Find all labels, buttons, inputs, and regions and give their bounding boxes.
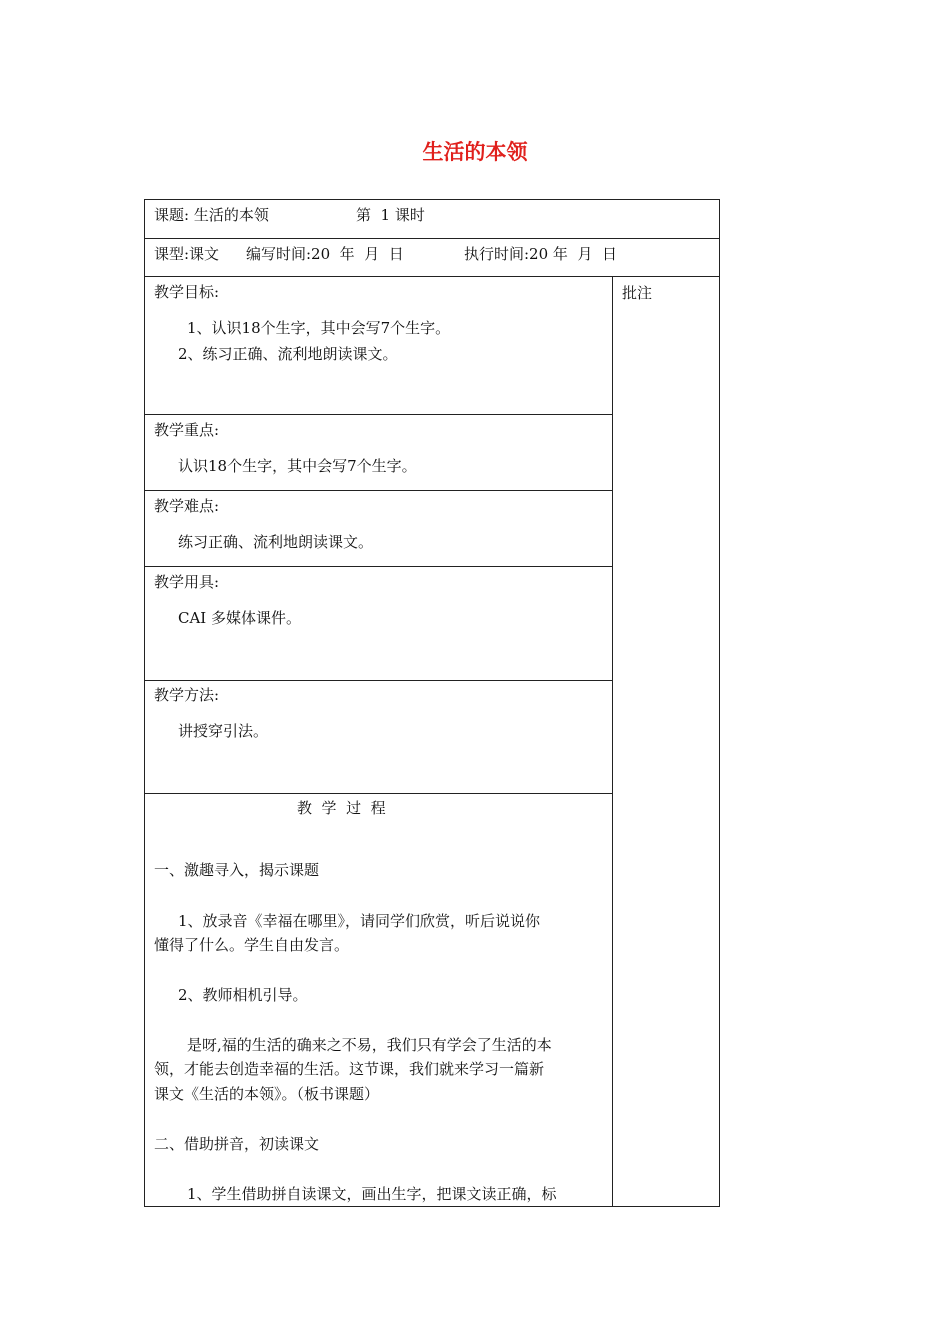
write-time-text: 编写时间:20 年 月 日: [246, 245, 404, 263]
difficulties-heading: 教学难点:: [154, 497, 220, 515]
section-difficulties: [144, 490, 613, 567]
section-goals: [144, 276, 613, 415]
period-text: 第 1 课时: [356, 206, 425, 224]
lesson-type-text: 课型:课文: [154, 245, 220, 263]
process-s1-p1-line1: 1、放录音《幸福在哪里》，请同学们欣赏，听后说说你: [178, 912, 541, 930]
process-s2-title: 二、借助拼音，初读课文: [154, 1135, 320, 1153]
process-s1-p3-line2: 领，才能去创造幸福的生活。这节课，我们就来学习一篇新: [154, 1060, 545, 1078]
annotation-label: 批注: [622, 284, 653, 302]
tools-heading: 教学用具:: [154, 573, 220, 591]
process-heading: 教 学 过 程: [297, 799, 386, 817]
tools-text: CAI 多媒体课件。: [178, 609, 302, 627]
process-s1-title: 一、激趣寻入，揭示课题: [154, 861, 320, 879]
key-points-heading: 教学重点:: [154, 421, 220, 439]
methods-text: 讲授穿引法。: [178, 722, 269, 740]
exec-time-text: 执行时间:20 年 月 日: [464, 245, 617, 263]
goals-item-2: 2、练习正确、流利地朗读课文。: [178, 345, 398, 363]
process-s2-p1: 1、学生借助拼自读课文，画出生字，把课文读正确，标: [187, 1185, 557, 1203]
header-row-topic: [144, 199, 720, 239]
section-key-points: [144, 414, 613, 491]
process-s1-p3-line3: 课文《生活的本领》。（板书课题）: [154, 1085, 380, 1103]
section-process: [144, 793, 613, 1207]
methods-heading: 教学方法:: [154, 686, 220, 704]
process-s1-p3-line1: 是呀,福的生活的确来之不易，我们只有学会了生活的本: [187, 1036, 552, 1054]
difficulties-text: 练习正确、流利地朗读课文。: [178, 533, 374, 551]
key-points-text: 认识18个生字，其中会写7个生字。: [178, 457, 417, 475]
document-title: 生活的本领: [422, 140, 528, 164]
section-tools: [144, 566, 613, 681]
topic-text: 课题: 生活的本领: [154, 206, 269, 224]
process-s1-p2: 2、教师相机引导。: [178, 986, 308, 1004]
goals-heading: 教学目标:: [154, 283, 220, 301]
goals-item-1: 1、认识18个生字，其中会写7个生字。: [187, 319, 451, 337]
annotation-column: [612, 276, 720, 1207]
header-row-type: [144, 238, 720, 277]
section-methods: [144, 680, 613, 794]
process-s1-p1-line2: 懂得了什么。学生自由发言。: [154, 936, 350, 954]
